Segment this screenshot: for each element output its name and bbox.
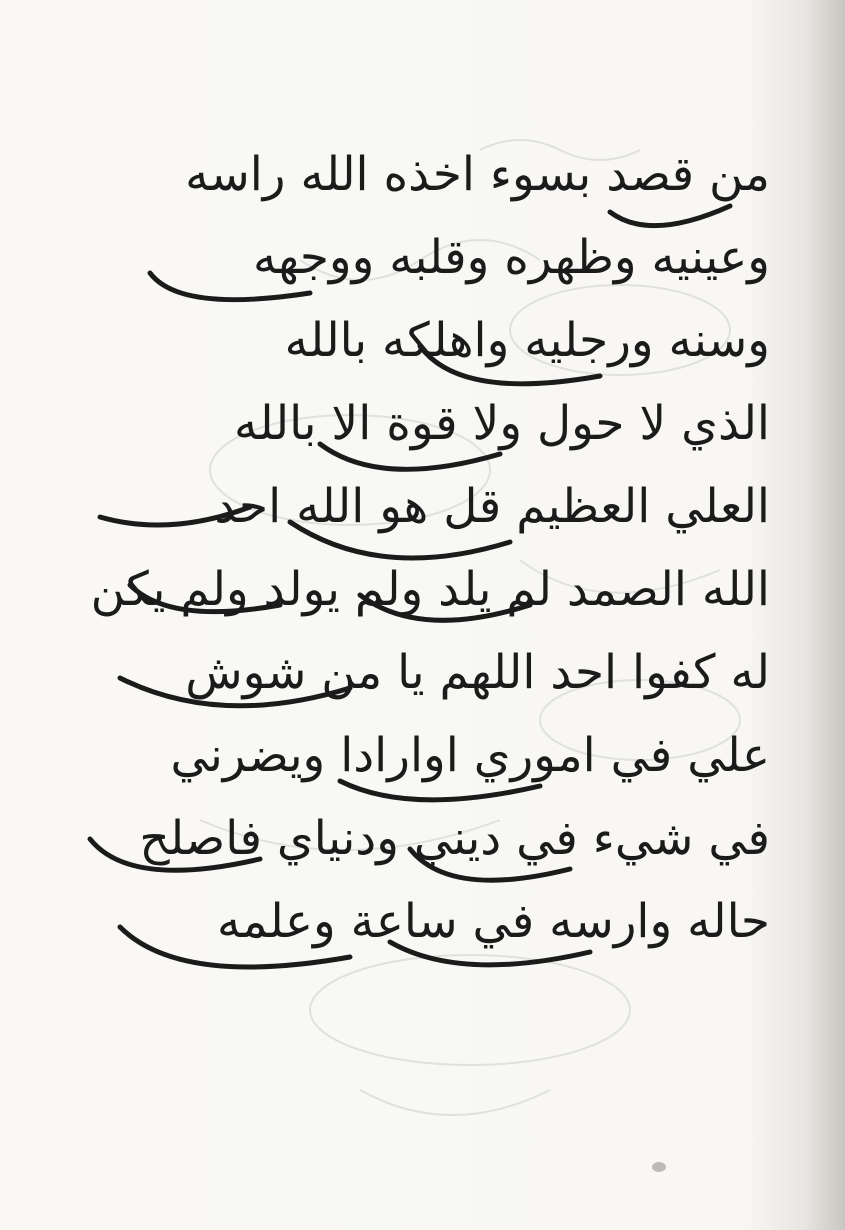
manuscript-line: علي في اموري اوارادا ويضرني	[90, 721, 770, 804]
manuscript-line: الله الصمد لم يلد ولم يولد ولم يكن	[90, 555, 770, 638]
manuscript-line: في شيء في ديني ودنياي فاصلح	[90, 804, 770, 887]
ink-smudge	[652, 1162, 666, 1172]
manuscript-line: له كفوا احد اللهم يا من شوش	[90, 638, 770, 721]
manuscript-line: الذي لا حول ولا قوة الا بالله	[90, 389, 770, 472]
manuscript-line: من قصد بسوء اخذه الله راسه	[90, 140, 770, 223]
manuscript-text	[90, 140, 770, 970]
manuscript-line: وعينيه وظهره وقلبه ووجهه	[90, 223, 770, 306]
manuscript-line: وسنه ورجليه واهلكه بالله	[90, 306, 770, 389]
manuscript-line: حاله وارسه في ساعة وعلمه	[90, 887, 770, 970]
manuscript-line: العلي العظيم قل هو الله احد	[90, 472, 770, 555]
